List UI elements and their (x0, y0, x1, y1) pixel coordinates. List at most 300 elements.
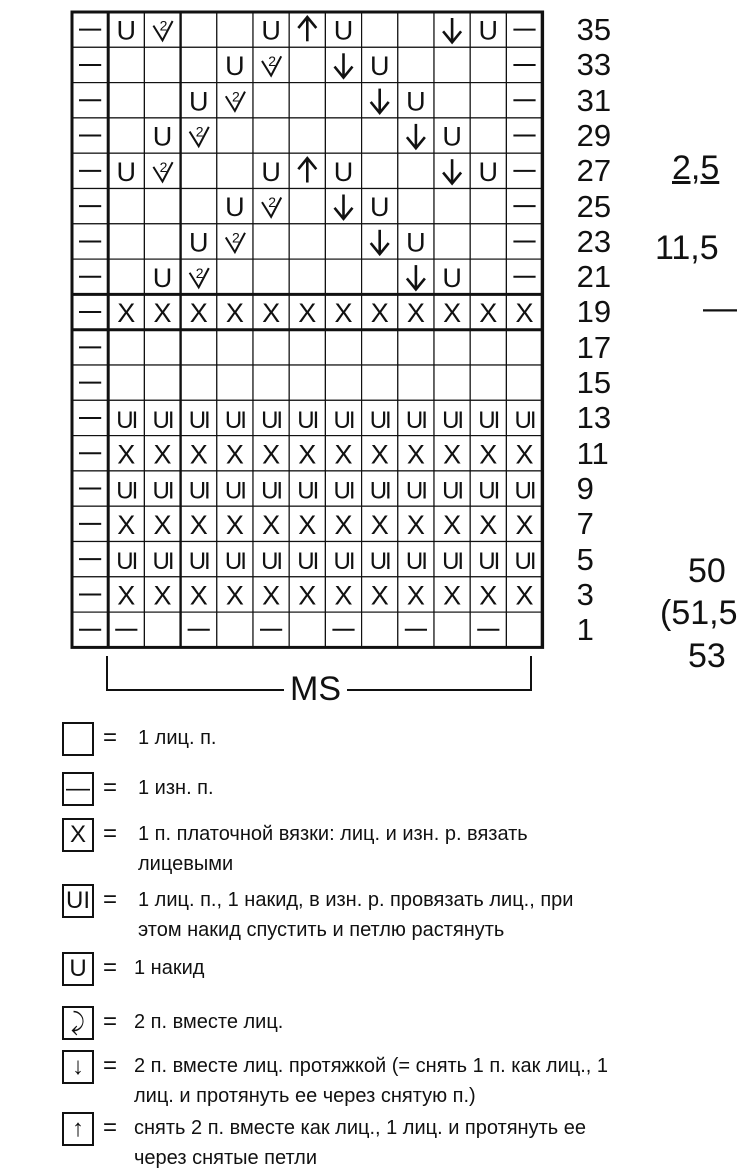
side-dash: — (703, 289, 737, 327)
chart-cell (434, 612, 470, 647)
row-number: 35 (576, 12, 612, 47)
svg-text:X: X (406, 439, 425, 470)
svg-text:X: X (406, 580, 425, 611)
chart-cell (506, 436, 542, 471)
svg-text:X: X (117, 439, 136, 470)
legend-equals: = (103, 1114, 118, 1141)
svg-text:X: X (443, 509, 462, 540)
chart-cell (362, 330, 398, 365)
svg-text:UI: UI (116, 406, 137, 434)
svg-text:U: U (406, 86, 426, 117)
chart-cell (506, 12, 542, 47)
chart-cell (181, 259, 217, 294)
svg-text:X: X (153, 439, 172, 470)
side-number-top: 2,5 (672, 149, 720, 187)
chart-cell (506, 118, 542, 153)
svg-text:2: 2 (159, 158, 168, 175)
chart-cell (289, 400, 325, 435)
chart-cell (72, 471, 108, 506)
chart-cell (72, 118, 108, 153)
svg-text:X: X (370, 580, 389, 611)
chart-cell (217, 12, 253, 47)
chart-cell (325, 542, 361, 577)
chart-cell (289, 577, 325, 612)
chart-cell (362, 189, 398, 224)
chart-cell (362, 12, 398, 47)
svg-text:UI: UI (152, 406, 173, 434)
chart-cell (181, 542, 217, 577)
chart-cell (325, 436, 361, 471)
chart-cell (506, 330, 542, 365)
svg-text:X: X (515, 439, 534, 470)
chart-cell (398, 400, 434, 435)
svg-text:X: X (479, 439, 498, 470)
svg-text:X: X (189, 580, 208, 611)
legend-text: 1 лиц. п. (138, 727, 217, 749)
chart-cell (72, 12, 108, 47)
ms-label: MS (284, 672, 347, 706)
row-number: 25 (576, 188, 612, 224)
chart-cell (217, 400, 253, 435)
chart-cell (325, 224, 361, 259)
chart-cell (108, 542, 144, 577)
legend-symbol-knit (62, 722, 94, 756)
svg-text:X: X (262, 298, 281, 329)
chart-cell (108, 83, 144, 118)
svg-text:UI: UI (478, 406, 499, 434)
chart-cell (181, 365, 217, 400)
svg-text:X: X (225, 298, 244, 329)
chart-cell (181, 294, 217, 329)
chart-cell (144, 224, 180, 259)
svg-text:X: X (298, 509, 317, 540)
chart-cell (434, 365, 470, 400)
chart-cell (72, 506, 108, 541)
chart-cell (325, 294, 361, 329)
chart-cell (506, 153, 542, 188)
chart-cell (434, 189, 470, 224)
svg-text:X: X (479, 509, 498, 540)
svg-text:X: X (370, 509, 389, 540)
chart-cell (144, 12, 180, 47)
chart-cell (289, 365, 325, 400)
svg-text:UI: UI (478, 477, 499, 505)
svg-text:X: X (406, 298, 425, 329)
svg-text:U: U (261, 15, 281, 46)
svg-text:X: X (443, 580, 462, 611)
svg-text:X: X (225, 580, 244, 611)
chart-cell (398, 12, 434, 47)
svg-text:UI: UI (224, 548, 245, 576)
chart-cell (362, 259, 398, 294)
legend-text: 1 накид (134, 957, 205, 979)
svg-text:UI: UI (116, 548, 137, 576)
chart-cell (108, 400, 144, 435)
chart-cell (470, 612, 506, 647)
svg-text:UI: UI (116, 477, 137, 505)
chart-cell (108, 189, 144, 224)
chart-cell (506, 83, 542, 118)
row-number: 13 (576, 400, 612, 436)
chart-cell (362, 118, 398, 153)
size-number-3: 53 (688, 637, 726, 675)
svg-text:U: U (333, 15, 354, 46)
chart-cell (398, 259, 434, 294)
row-number: 3 (576, 576, 594, 612)
chart-cell (253, 83, 289, 118)
svg-text:U: U (188, 227, 209, 258)
svg-text:UI: UI (297, 477, 318, 505)
chart-cell (470, 436, 506, 471)
chart-cell (506, 259, 542, 294)
chart-cell (181, 400, 217, 435)
svg-text:U: U (152, 121, 173, 152)
svg-text:UI: UI (261, 548, 282, 576)
chart-cell (362, 153, 398, 188)
svg-text:U: U (261, 156, 281, 187)
chart-cell (144, 400, 180, 435)
chart-cell (181, 506, 217, 541)
chart-cell (72, 612, 108, 647)
chart-cell (108, 612, 144, 647)
svg-text:UI: UI (224, 477, 245, 505)
legend-symbol-sk2p: ↑ (62, 1112, 94, 1146)
chart-cell (434, 400, 470, 435)
chart-cell (398, 365, 434, 400)
chart-cell (72, 577, 108, 612)
chart-cell (325, 47, 361, 82)
chart-cell (289, 153, 325, 188)
svg-text:U: U (442, 262, 462, 293)
svg-text:X: X (153, 509, 172, 540)
chart-cell (434, 542, 470, 577)
chart-cell (289, 259, 325, 294)
chart-cell (434, 118, 470, 153)
chart-cell (470, 577, 506, 612)
svg-text:UI: UI (514, 406, 535, 434)
chart-cell (325, 259, 361, 294)
svg-text:X: X (189, 439, 208, 470)
svg-text:U: U (188, 86, 209, 117)
chart-cell (289, 294, 325, 329)
svg-text:2: 2 (232, 229, 240, 246)
chart-cell (217, 47, 253, 82)
row-number: 9 (576, 470, 594, 506)
row-number: 29 (576, 117, 612, 153)
chart-cell (181, 436, 217, 471)
chart-cell (144, 189, 180, 224)
chart-cell (72, 542, 108, 577)
row-number: 21 (576, 259, 612, 295)
svg-text:X: X (117, 298, 136, 329)
chart-cell (108, 365, 144, 400)
svg-text:UI: UI (261, 477, 282, 505)
chart-cell (325, 153, 361, 188)
chart-cell (398, 506, 434, 541)
chart-cell (470, 259, 506, 294)
chart-cell (217, 189, 253, 224)
chart-cell (362, 365, 398, 400)
legend-equals: = (103, 820, 118, 847)
svg-text:X: X (443, 298, 462, 329)
chart-cell (181, 153, 217, 188)
svg-text:UI: UI (224, 406, 245, 434)
chart-cell (325, 189, 361, 224)
chart-cell (362, 47, 398, 82)
legend-text: 2 п. вместе лиц. (134, 1011, 284, 1033)
chart-cell (217, 542, 253, 577)
chart-cell (470, 83, 506, 118)
svg-text:UI: UI (405, 406, 426, 434)
svg-text:UI: UI (369, 406, 390, 434)
svg-text:X: X (443, 439, 462, 470)
chart-cell (506, 294, 542, 329)
chart-cell (217, 153, 253, 188)
chart-cell (144, 471, 180, 506)
chart-cell (217, 118, 253, 153)
chart-cell (72, 330, 108, 365)
chart-cell (434, 83, 470, 118)
svg-text:U: U (369, 50, 390, 81)
chart-cell (217, 330, 253, 365)
chart-cell (144, 118, 180, 153)
chart-cell (434, 294, 470, 329)
chart-cell (144, 365, 180, 400)
chart-cell (398, 189, 434, 224)
svg-text:X: X (479, 298, 498, 329)
chart-cell (398, 118, 434, 153)
chart-cell (470, 189, 506, 224)
chart-cell (72, 294, 108, 329)
legend-equals: = (103, 886, 118, 913)
chart-cell (181, 118, 217, 153)
chart-cell (325, 83, 361, 118)
chart-cell (506, 189, 542, 224)
svg-text:X: X (370, 439, 389, 470)
legend-text: 1 изн. п. (138, 777, 214, 799)
chart-cell (289, 436, 325, 471)
chart-cell (289, 189, 325, 224)
svg-text:X: X (262, 439, 281, 470)
row-number: 7 (576, 506, 594, 542)
row-number: 1 (576, 612, 594, 648)
chart-cell (108, 47, 144, 82)
svg-text:UI: UI (152, 477, 173, 505)
svg-text:X: X (189, 298, 208, 329)
svg-text:X: X (479, 580, 498, 611)
chart-cell (217, 224, 253, 259)
svg-text:UI: UI (369, 548, 390, 576)
legend-text: 2 п. вместе лиц. протяжкой (= снять 1 п. как лиц., 1 лиц. и протянуть ее через снятую п.) (134, 1055, 608, 1107)
svg-text:UI: UI (188, 477, 209, 505)
chart-cell (253, 47, 289, 82)
chart-cell (362, 612, 398, 647)
chart-cell (253, 259, 289, 294)
chart-cell (217, 471, 253, 506)
chart-cell (108, 330, 144, 365)
chart-cell (144, 153, 180, 188)
chart-cell (108, 153, 144, 188)
svg-text:U: U (442, 121, 462, 152)
svg-text:U: U (333, 156, 354, 187)
svg-text:X: X (515, 509, 534, 540)
chart-cell (144, 83, 180, 118)
chart-cell (506, 506, 542, 541)
chart-cell (72, 259, 108, 294)
chart-cell (144, 436, 180, 471)
legend-symbol-yo: U (62, 952, 94, 986)
chart-cell (144, 294, 180, 329)
chart-cell (325, 330, 361, 365)
svg-text:UI: UI (405, 477, 426, 505)
chart-cell (72, 153, 108, 188)
svg-text:U: U (225, 50, 245, 81)
chart-cell (72, 365, 108, 400)
legend-equals: = (103, 1052, 118, 1079)
legend-equals: = (103, 1008, 118, 1035)
chart-cell (506, 400, 542, 435)
svg-text:UI: UI (188, 548, 209, 576)
row-number: 31 (576, 82, 612, 118)
chart-cell (289, 612, 325, 647)
svg-text:X: X (298, 439, 317, 470)
row-number: 5 (576, 541, 594, 577)
svg-text:X: X (298, 580, 317, 611)
chart-cell (398, 577, 434, 612)
svg-text:U: U (478, 156, 499, 187)
svg-text:X: X (406, 509, 425, 540)
chart-cell (181, 47, 217, 82)
chart-cell (398, 294, 434, 329)
side-number-mid: 11,5 (655, 229, 719, 267)
chart-cell (144, 612, 180, 647)
svg-text:UI: UI (333, 406, 354, 434)
svg-text:X: X (153, 580, 172, 611)
chart-cell (217, 365, 253, 400)
chart-cell (434, 47, 470, 82)
svg-text:UI: UI (152, 548, 173, 576)
chart-cell (434, 330, 470, 365)
chart-cell (72, 224, 108, 259)
chart-cell (108, 577, 144, 612)
chart-cell (398, 471, 434, 506)
chart-cell (108, 436, 144, 471)
chart-cell (325, 400, 361, 435)
svg-text:U: U (116, 156, 137, 187)
legend-symbol-purl: — (62, 772, 94, 806)
chart-cell (253, 12, 289, 47)
svg-text:X: X (515, 298, 534, 329)
chart-cell (253, 294, 289, 329)
chart-cell (253, 577, 289, 612)
legend-text: 1 п. платочной вязки: лиц. и изн. р. вязать лицевыми (138, 823, 528, 875)
svg-text:2: 2 (268, 194, 276, 211)
svg-text:2: 2 (195, 264, 204, 281)
svg-text:X: X (225, 509, 244, 540)
svg-text:U: U (369, 192, 390, 223)
chart-cell (72, 47, 108, 82)
chart-cell (72, 400, 108, 435)
chart-cell (434, 12, 470, 47)
chart-cell (289, 224, 325, 259)
chart-cell (253, 224, 289, 259)
chart-cell (325, 471, 361, 506)
chart-cell (289, 118, 325, 153)
svg-text:X: X (117, 580, 136, 611)
chart-cell (253, 153, 289, 188)
svg-text:U: U (116, 15, 137, 46)
chart-cell (506, 365, 542, 400)
chart-cell (144, 577, 180, 612)
chart-cell (398, 153, 434, 188)
chart-cell (253, 330, 289, 365)
svg-text:UI: UI (478, 548, 499, 576)
chart-cell (253, 542, 289, 577)
chart-cell (470, 118, 506, 153)
svg-text:U: U (225, 192, 245, 223)
chart-cell (398, 47, 434, 82)
chart-cell (325, 365, 361, 400)
chart-cell (470, 471, 506, 506)
chart-cell (181, 612, 217, 647)
chart-cell (362, 83, 398, 118)
svg-text:2: 2 (268, 52, 276, 69)
svg-text:2: 2 (195, 123, 204, 140)
size-number-2: (51,5 (660, 594, 738, 632)
chart-cell (108, 259, 144, 294)
legend-symbol-elong: UI (62, 884, 94, 918)
chart-cell (470, 330, 506, 365)
chart-cell (470, 47, 506, 82)
chart-cell (362, 471, 398, 506)
svg-text:2: 2 (232, 88, 240, 105)
chart-cell (362, 224, 398, 259)
chart-cell (325, 506, 361, 541)
chart-cell (217, 259, 253, 294)
chart-cell (289, 83, 325, 118)
svg-text:X: X (334, 509, 353, 540)
chart-cell (289, 471, 325, 506)
chart-cell (362, 400, 398, 435)
chart-cell (72, 83, 108, 118)
chart-cell (506, 542, 542, 577)
svg-text:UI: UI (333, 548, 354, 576)
chart-cell (325, 12, 361, 47)
legend-symbol-ssk: ↓ (62, 1050, 94, 1084)
chart-cell (253, 400, 289, 435)
chart-cell (144, 542, 180, 577)
chart-cell (362, 577, 398, 612)
svg-text:UI: UI (369, 477, 390, 505)
chart-cell (289, 542, 325, 577)
chart-cell (470, 224, 506, 259)
svg-text:UI: UI (514, 477, 535, 505)
svg-text:UI: UI (514, 548, 535, 576)
row-number: 19 (576, 294, 612, 330)
chart-cell (289, 506, 325, 541)
chart-cell (325, 118, 361, 153)
svg-text:UI: UI (442, 477, 463, 505)
legend-text: 1 лиц. п., 1 накид, в изн. р. провязать лиц., при этом накид спустить и петлю растянуть (138, 889, 574, 941)
chart-cell (253, 471, 289, 506)
chart-cell (506, 47, 542, 82)
chart-cell (289, 47, 325, 82)
row-number: 17 (576, 329, 612, 365)
chart-cell (470, 153, 506, 188)
chart-cell (434, 259, 470, 294)
chart-cell (398, 83, 434, 118)
svg-text:UI: UI (442, 406, 463, 434)
